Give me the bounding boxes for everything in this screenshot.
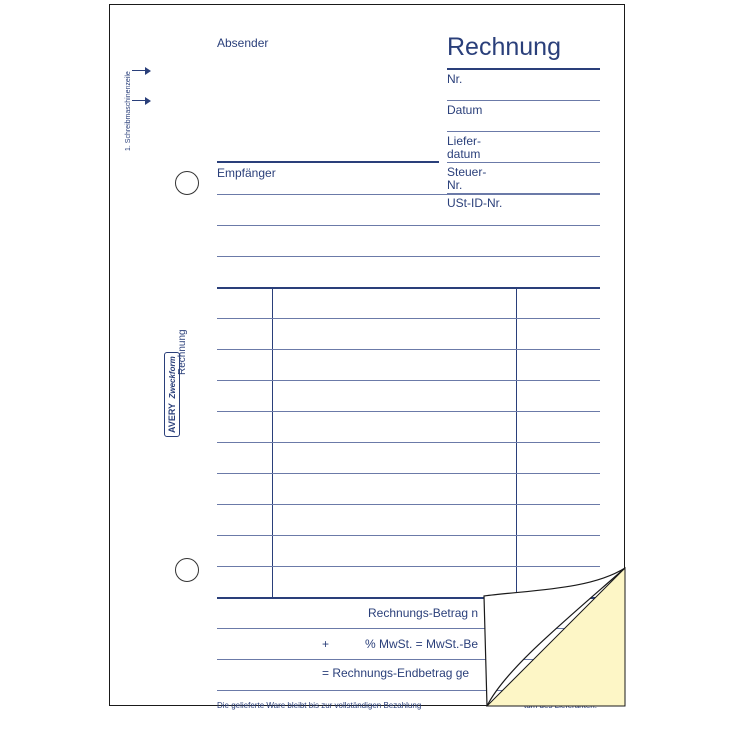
recipient-label: Empfänger — [217, 166, 276, 180]
field-lieferdatum-line2: datum — [447, 147, 481, 161]
field-steuer-line2: Nr. — [447, 178, 463, 192]
field-datum-label: Datum — [447, 103, 483, 117]
page-title: Rechnung — [447, 33, 561, 61]
field-lieferdatum-line1: Liefer- — [447, 134, 482, 148]
side-title: Rechnung — [177, 329, 188, 375]
brand-zweckform: Zweckform — [168, 356, 177, 399]
vat-label: % MwSt. = MwSt.-Be — [365, 637, 479, 651]
typewriter-line-label: 1. Schreibmaschinenzeile — [125, 71, 132, 151]
plus-sign: + — [322, 637, 330, 651]
field-nr-label: Nr. — [447, 72, 463, 86]
sender-label: Absender — [217, 36, 269, 50]
footer-note-left: Die gelieferte Ware bleibt bis zur vollständigen Bezahlung — [217, 701, 422, 710]
total-gross-label: = Rechnungs-Endbetrag ge — [322, 666, 470, 680]
total-net-label: Rechnungs-Betrag n — [368, 606, 479, 620]
field-ustid-label: USt-ID-Nr. — [447, 196, 503, 210]
brand-avery: AVERY — [167, 402, 177, 433]
field-steuer-line1: Steuer- — [447, 165, 487, 179]
